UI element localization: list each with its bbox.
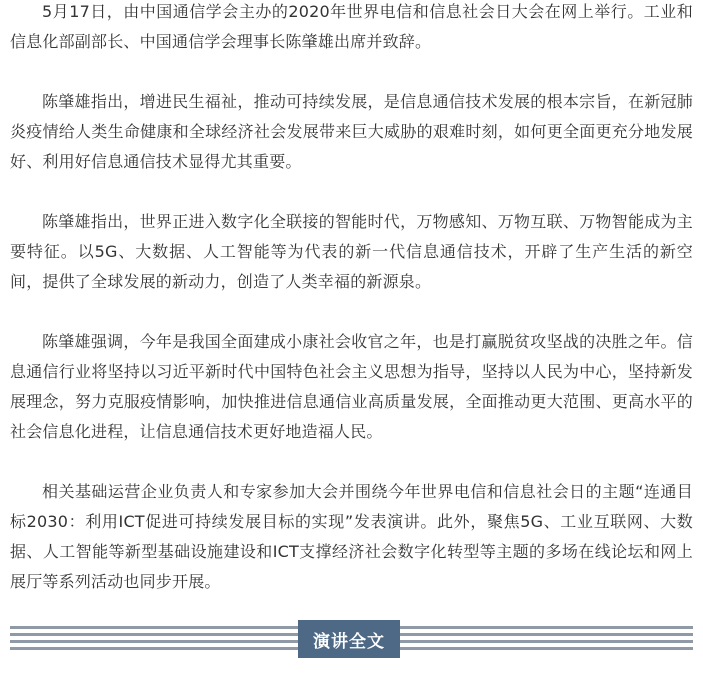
article-body [10, 0, 693, 597]
paragraph-4: 陈肇雄强调，今年是我国全面建成小康社会收官之年，也是打赢脱贫攻坚战的决胜之年。信息通信行业将坚持以习近平新时代中国特色社会主义思想为指导，坚持以人民为中心，坚持新发展理念，努力克服疫情影响，加快推进信息通信业高质量发展，全面推动更大范围、更高水平的社会信息化进程，让信息通信技术更好地造福人民。 [10, 332, 693, 441]
section-header [10, 620, 693, 658]
paragraph-5: 相关基础运营企业负责人和专家参加大会并围绕今年世界电信和信息社会日的主题“连通目标2030：利用ICT促进可持续发展目标的实现”发表演讲。此外，聚焦5G、工业互联网、大数据、人工智能等新型基础设施建设和ICT支撑经济社会数字化转型等主题的多场在线论坛和网上展厅等系列活动也同步开展。 [10, 482, 693, 591]
section-title-badge: 演讲全文 [298, 620, 400, 658]
paragraph-3: 陈肇雄指出，世界正进入数字化全联接的智能时代，万物感知、万物互联、万物智能成为主要特征。以5G、大数据、人工智能等为代表的新一代信息通信技术，开辟了生产生活的新空间，提供了全球发展的新动力，创造了人类幸福的新源泉。 [10, 212, 693, 291]
paragraph-1: 5月17日，由中国通信学会主办的2020年世界电信和信息社会日大会在网上举行。工业和信息化部副部长、中国通信学会理事长陈肇雄出席并致辞。 [10, 2, 693, 51]
paragraph-2: 陈肇雄指出，增进民生福祉，推动可持续发展，是信息通信技术发展的根本宗旨，在新冠肺炎疫情给人类生命健康和全球经济社会发展带来巨大威胁的艰难时刻，如何更全面更充分地发展好、利用好信息通信技术显得尤其重要。 [10, 92, 693, 171]
